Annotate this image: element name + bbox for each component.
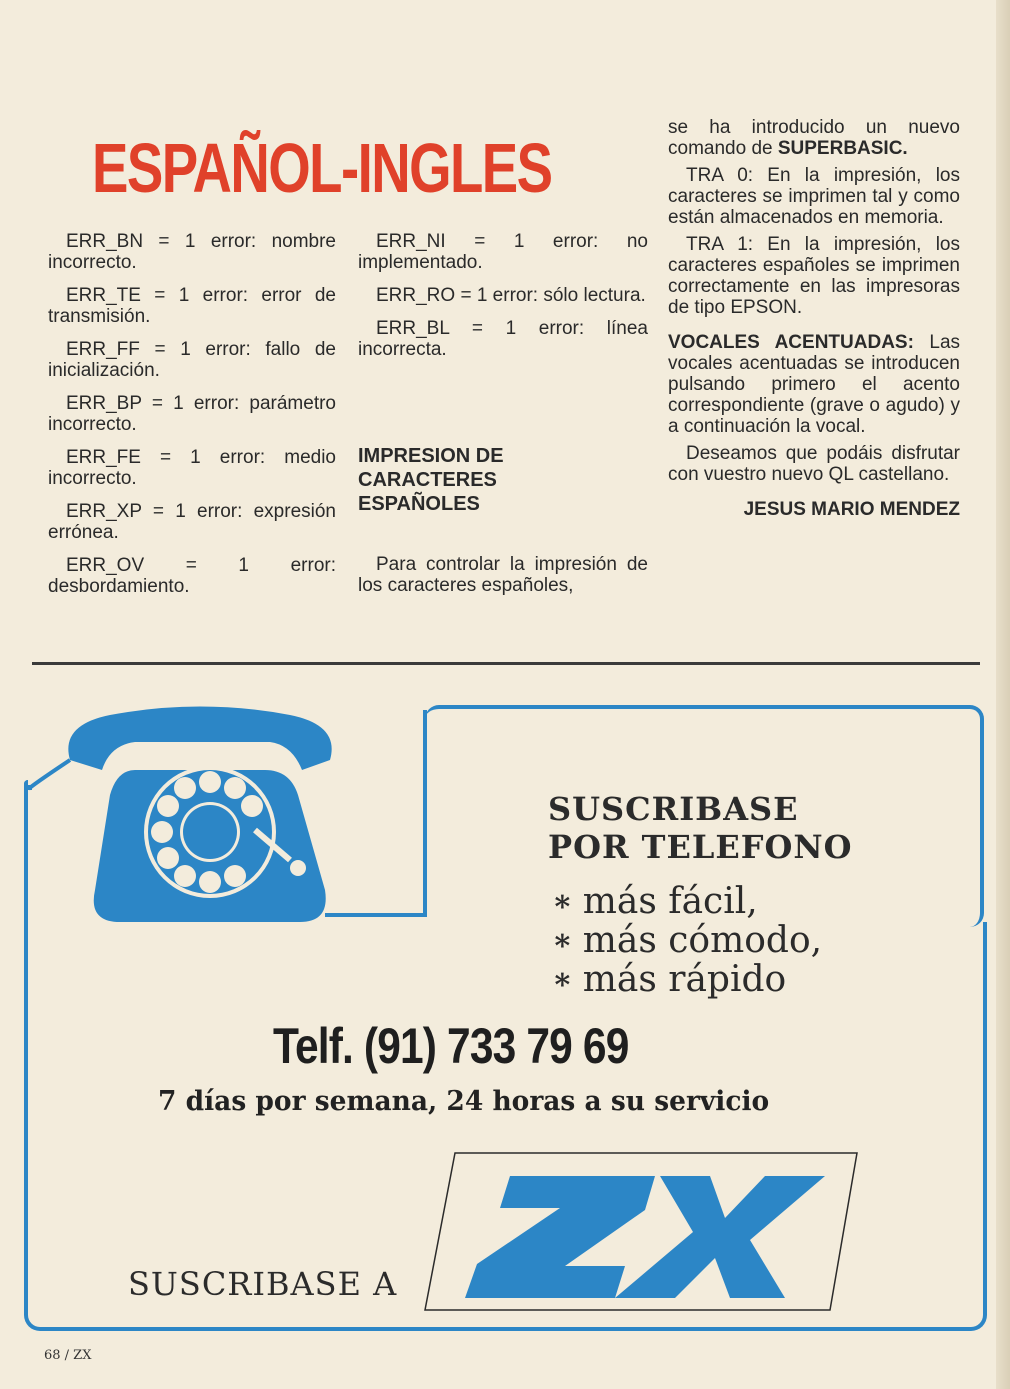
bullet-item: ∗ más rápido	[552, 959, 787, 1000]
error-code-item: ERR_FE = 1 error: medio incorrecto.	[48, 447, 336, 489]
paragraph: TRA 0: En la impresión, los caracteres se imprimen tal y como están almacenados en memoria.	[668, 165, 960, 228]
page-edge	[996, 0, 1010, 1389]
author-signature: JESUS MARIO MENDEZ	[743, 499, 960, 520]
advert-bullets	[552, 882, 822, 999]
section-divider	[32, 662, 980, 665]
paragraph: VOCALES ACENTUADAS: Las vocales acentuadas se introducen pulsando primero el acento correspondiente (grave o agudo) y a continuación la vocal.	[668, 332, 961, 437]
column-2	[358, 231, 648, 608]
subscribe-to-label: SUSCRIBASE A	[128, 1265, 398, 1303]
paragraph: se ha introducido un nuevo comando de SUPERBASIC.	[668, 117, 960, 159]
zx-logo	[425, 1135, 859, 1313]
error-code-item: ERR_RO = 1 error: sólo lectura.	[376, 285, 646, 306]
zx-logo-text: ZX	[425, 1135, 446, 1152]
section-subheading: IMPRESION DE CARACTERES ESPAÑOLES	[358, 445, 504, 515]
paragraph: Para controlar la impresión de los caracteres españoles,	[358, 554, 648, 596]
paragraph: Deseamos que podáis disfrutar con vuestro nuevo QL castellano.	[668, 443, 960, 485]
phone-number: Telf. (91) 733 79 69	[273, 1018, 629, 1074]
advert-frame-left	[24, 780, 28, 929]
error-code-item: ERR_NI = 1 error: no implementado.	[358, 231, 648, 273]
paragraph: TRA 1: En la impresión, los caracteres españoles se imprimen correctamente en las impresoras de tipo EPSON.	[668, 234, 960, 318]
telephone-icon	[30, 700, 430, 930]
service-hours: 7 días por semana, 24 horas a su servicio	[158, 1086, 770, 1117]
bullet-item: ∗ más cómodo,	[552, 920, 823, 961]
page-folio: 68 / ZX	[44, 1348, 92, 1363]
error-code-item: ERR_OV = 1 error: desbordamiento.	[48, 555, 336, 597]
error-code-item: ERR_BL = 1 error: línea incorrecta.	[358, 318, 648, 360]
bullet-item: ∗ más fácil,	[552, 881, 758, 922]
error-code-item: ERR_XP = 1 error: expresión errónea.	[48, 501, 336, 543]
error-code-item: ERR_FF = 1 error: fallo de inicialización.	[48, 339, 336, 381]
error-code-item: ERR_BN = 1 error: nombre incorrecto.	[48, 231, 336, 273]
column-1	[48, 231, 336, 609]
error-code-item: ERR_TE = 1 error: error de transmisión.	[48, 285, 336, 327]
vocales-heading: VOCALES ACENTUADAS:	[668, 332, 914, 353]
column-3	[668, 117, 960, 526]
error-code-item: ERR_BP = 1 error: parámetro incorrecto.	[48, 393, 336, 435]
advert-title: SUSCRIBASE POR TELEFONO	[548, 790, 853, 866]
article-headline: ESPAÑOL-INGLES	[92, 129, 552, 207]
